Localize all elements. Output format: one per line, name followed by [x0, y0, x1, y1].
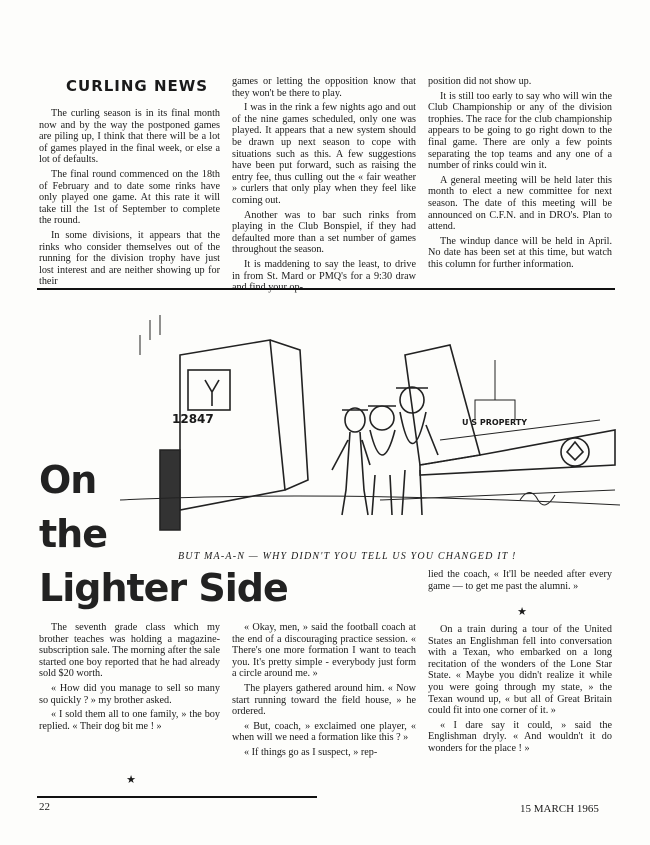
paragraph: games or letting the opposition know that they won't be there to play.	[232, 76, 416, 99]
issue-date: 15 MARCH 1965	[520, 803, 599, 815]
curling-column-1	[39, 108, 220, 291]
paragraph: On a train during a tour of the United States an Englishman fell into conversation with a Texan, who embarked on a long recitation of the wonders of the Lone Star State. « Maybe you didn't realize it while you were going through my state, » the Texan wound up, « but all of Great Britain could fit into one corner of it. »	[428, 624, 612, 717]
paragraph: « I sold them all to one family, » the boy replied. « Their dog bit me ! »	[39, 709, 220, 732]
star-divider: ★	[126, 774, 136, 786]
curling-heading: CURLING NEWS	[66, 77, 209, 95]
lighter-column-2	[232, 622, 416, 762]
section-divider	[37, 288, 615, 290]
paragraph: In some divisions, it appears that the rinks who consider themselves out of the running for the division trophy have just lost interest and are neither showing up for their	[39, 229, 220, 288]
star-divider: ★	[517, 606, 527, 618]
paragraph: It is still too early to say who will win the Club Championship or any of the division trophies. The race for the club championship appears to be going to go right down to the final game. There are only a few points separating the top teams and any one of a number of rinks could win it.	[428, 90, 612, 172]
paragraph: position did not show up.	[428, 76, 532, 87]
paragraph: A general meeting will be held later this month to elect a new committee for next season. The date of this meeting will be announced on C.F.N. and in DRO's. Plan to attend.	[428, 174, 612, 233]
lighter-column-1	[39, 622, 220, 735]
footer-rule	[37, 796, 317, 798]
title-on: On	[39, 458, 97, 502]
paragraph: It is maddening to say the least, to drive in from St. Mard or PMQ's for a 9:30 draw	[232, 258, 416, 282]
plane-label: U S PROPERTY	[462, 418, 528, 427]
page-number: 22	[39, 801, 50, 813]
paragraph: Another was to bar such rinks from playing in the Club Bonspiel, if they had defaulted more than a set number of games throughout the season.	[232, 209, 416, 256]
paragraph: The curling season is in its final month now and by the way the postponed games are piling up, I think that there will be a lot of games played in the final week, or else a lot of defaults.	[39, 108, 220, 166]
paragraph: « Okay, men, » said the football coach at the end of a discouraging practice session. « There's one more formation I want to teach you. It's pretty simple - everybody just form a circle around me. »	[232, 622, 416, 680]
title-lighter-side: Lighter Side	[39, 566, 288, 610]
paragraph: The windup dance will be held in April. No date has been set at this time, but watch this column for further information.	[428, 235, 612, 270]
paragraph: « If things go as I suspect, » rep-	[244, 746, 378, 758]
lighter-column-3	[428, 624, 612, 758]
paragraph: « I dare say it could, » said the Englishman dryly. « And wouldn't it do wonders for the place ! »	[428, 719, 612, 754]
paragraph: The final round commenced on the 18th of February and to date some rinks have only played one game. At this rate it will take till the 1st of September to complete the round.	[39, 168, 220, 227]
paragraph: « But, coach, » exclaimed one player, « when will we need a formation like this ? »	[232, 720, 416, 744]
title-the: the	[39, 512, 107, 556]
paragraph: « How did you manage to sell so many so quickly ? » my brother asked.	[39, 682, 220, 706]
paragraph: The seventh grade class which my brother teaches was holding a magazine-subscription sale. The morning after the sale started one boy reported that he had already sold $20 worth.	[39, 622, 220, 680]
cartoon-caption: BUT MA-A-N — WHY DIDN'T YOU TELL US YOU CHANGED IT !	[178, 551, 517, 562]
curling-column-2	[232, 76, 416, 297]
lighter-top-right-text	[428, 569, 612, 595]
curling-column-3	[428, 76, 612, 274]
paragraph: The players gathered around him. « Now start running toward the field house, » he ordered.	[232, 682, 416, 718]
paragraph: I was in the rink a few nights ago and out of the nine games scheduled, only one was played. It appears that a new system should be drawn up next season to cope with situations such as this. A few suggestions have been put forward, such as raising the entry fee, thus culling out the « fair weather » curlers that only play when they feel like coming out.	[232, 102, 416, 206]
tail-number: 12847	[172, 412, 214, 426]
paragraph: lied the coach, « It'll be needed after every game — to get me past the alumni. »	[428, 569, 612, 592]
